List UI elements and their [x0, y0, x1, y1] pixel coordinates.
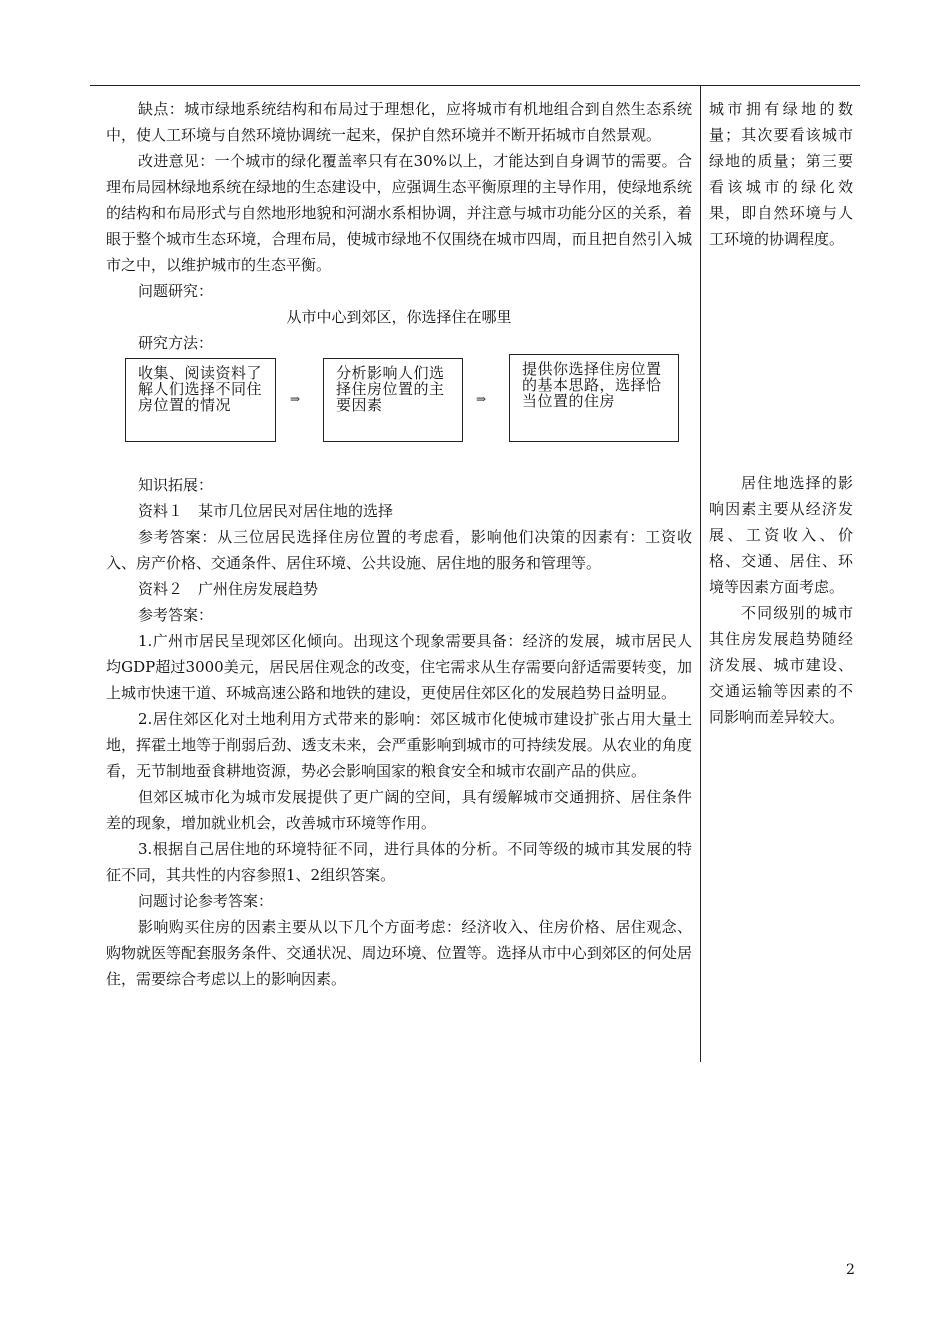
- material-1-title: 资料１ 某市几位居民对居住地的选择: [138, 502, 394, 520]
- column-divider: [700, 86, 701, 1062]
- flow-arrow-1: ⇒: [290, 392, 301, 406]
- discussion-answer: 影响购买住房的因素主要从以下几个方面考虑：经济收入、住房价格、居住观念、购物就医等配套服务条件、交通状况、周边环境、位置等。选择从市中心到郊区的何处居住，需要综合考虑以上的影响因素。: [106, 918, 692, 988]
- flow-arrow-2: ⇒: [476, 392, 487, 406]
- material-2-answer-1: 1.广州市居民呈现郊区化倾向。出现这个现象需要具备：经济的发展，城市居民人均GDP超过3000美元，居民居住观念的改变，住宅需求从生存需要向舒适需要转变，加上城市快速干道、环城高速公路和地铁的建设，更使居住郊区化的发展趋势日益明显。: [106, 632, 692, 702]
- side-note-housing-trend: 不同级别的城市其住房发展趋势随经济发展、城市建设、交通运输等因素的不同影响而差异较大。: [709, 604, 853, 726]
- knowledge-label: 知识拓展：: [138, 476, 214, 494]
- flow-box-collect: 收集、阅读资料了解人们选择不同住房位置的情况: [125, 358, 276, 442]
- problem-title: 从市中心到郊区，你选择住在哪里: [286, 308, 512, 326]
- material-2-answer-3: 3.根据自己居住地的环境特征不同，进行具体的分析。不同等级的城市其发展的特征不同，其共性的内容参照1、2组织答案。: [106, 840, 692, 884]
- method-label: 研究方法：: [138, 334, 214, 352]
- flow-box-analyze: 分析影响人们选择住房位置的主要因素: [323, 358, 463, 442]
- material-1-answer: 参考答案：从三位居民选择住房位置的考虑看，影响他们决策的因素有：工资收入、房产价格、交通条件、居住环境、公共设施、居住地的服务和管理等。: [106, 528, 692, 572]
- flow-box-choose: 提供你选择住房位置的基本思路，选择恰当位置的住房: [509, 354, 679, 442]
- discussion-label: 问题讨论参考答案：: [138, 892, 274, 910]
- material-2-answer-2b: 但郊区城市化为城市发展提供了更广阔的空间，具有缓解城市交通拥挤、居住条件差的现象，增加就业机会，改善城市环境等作用。: [106, 788, 692, 832]
- para-defect: 缺点：城市绿地系统结构和布局过于理想化，应将城市有机地组合到自然生态系统中，使人工环境与自然环境协调统一起来，保护自然环境并不断开拓城市自然景观。: [106, 100, 692, 144]
- page-number: 2: [846, 1262, 855, 1278]
- para-improve: 改进意见：一个城市的绿化覆盖率只有在30%以上，才能达到自身调节的需要。合理布局园林绿地系统在绿地的生态建设中，应强调生态平衡原理的主导作用，使绿地系统的结构和布局形式与自然地形地貌和河湖水系相协调，并注意与城市功能分区的关系，着眼于整个城市生态环境，合理布局，使城市绿地不仅围绕在城市四周，而且把自然引入城市之中，以维护城市的生态平衡。: [106, 152, 692, 274]
- problem-label: 问题研究：: [138, 282, 214, 300]
- side-note-residence: 居住地选择的影响因素主要从经济发展、工资收入、价格、交通、居住、环境等因素方面考虑。: [709, 474, 853, 596]
- main-column: [106, 96, 692, 992]
- material-2-title: 资料２ 广州住房发展趋势: [138, 580, 319, 598]
- research-flowchart: [106, 356, 692, 472]
- side-column: [709, 96, 853, 730]
- material-2-answer-label: 参考答案：: [138, 606, 214, 624]
- side-note-greenland: 城市拥有绿地的数量；其次要看该城市绿地的质量；第三要看该城市的绿化效果，即自然环境与人工环境的协调程度。: [709, 100, 853, 248]
- material-2-answer-2: 2.居住郊区化对土地利用方式带来的影响：郊区城市化使城市建设扩张占用大量土地，挥霍土地等于削弱后劲、透支未来，会严重影响到城市的可持续发展。从农业的角度看，无节制地蚕食耕地资源，势必会影响国家的粮食安全和城市农副产品的供应。: [106, 710, 692, 780]
- top-rule: [90, 85, 860, 86]
